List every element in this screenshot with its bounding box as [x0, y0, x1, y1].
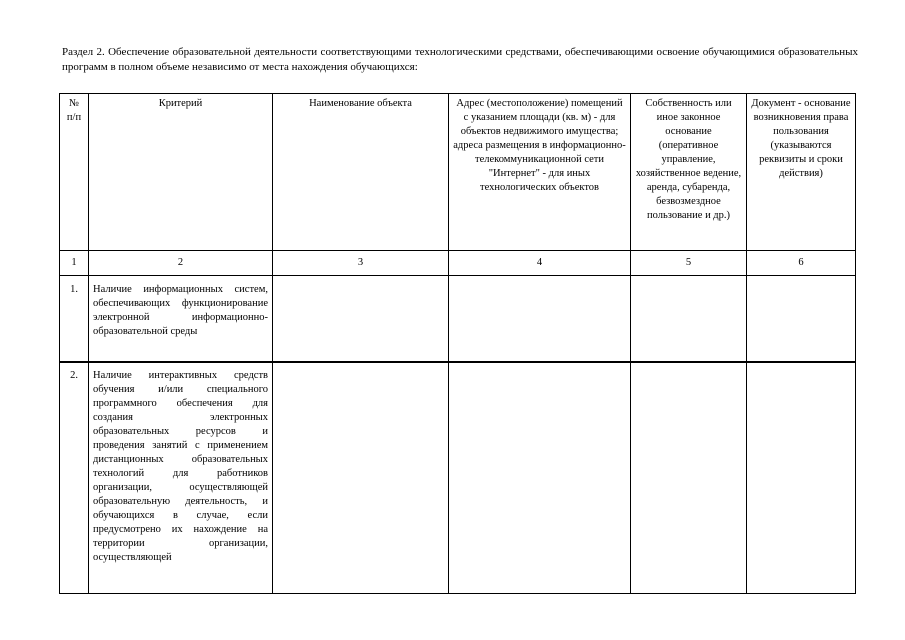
column-number: 2 [89, 251, 273, 276]
column-number-row [60, 251, 856, 276]
address-cell [449, 362, 631, 594]
column-number: 1 [60, 251, 89, 276]
header-address: Адрес (местоположение) помещений с указанием площади (кв. м) - для объектов недвижимого имущества; адреса размещения в информационно-телекоммуникационной сети "Интернет" - для иных технологических объектов [449, 94, 631, 251]
object-name-cell [273, 362, 449, 594]
row-number: 1. [60, 276, 89, 362]
row-number: 2. [60, 362, 89, 594]
header-object-name: Наименование объекта [273, 94, 449, 251]
table-header-row [60, 94, 856, 251]
column-number: 3 [273, 251, 449, 276]
table-row [60, 362, 856, 594]
document-cell [747, 362, 856, 594]
address-cell [449, 276, 631, 362]
column-number: 6 [747, 251, 856, 276]
criterion-cell: Наличие интерактивных средств обучения и/или специального программного обеспечения для создания электронных образовательных ресурсов и проведения занятий с применением дистанционных образовательных технологий для работников организации, осуществляющей образовательную деятельность, и обучающихся в случае, если предусмотрено их нахождение на территории организации, осуществляющей [89, 362, 273, 594]
column-number: 5 [631, 251, 747, 276]
header-ownership: Собственность или иное законное основание (оперативное управление, хозяйственное ведение, аренда, субаренда, безвозмездное пользование и др.) [631, 94, 747, 251]
object-name-cell [273, 276, 449, 362]
header-document: Документ - основание возникновения права пользования (указываются реквизиты и сроки действия) [747, 94, 856, 251]
header-criterion: Критерий [89, 94, 273, 251]
criterion-cell: Наличие информационных систем, обеспечивающих функционирование электронной информационно-образовательной среды [89, 276, 273, 362]
facilities-table [59, 93, 856, 594]
section-heading: Раздел 2. Обеспечение образовательной деятельности соответствующими технологическими средствами, обеспечивающими освоение обучающимися образовательных программ в полном объеме независимо от места нахождения обучающихся: [62, 46, 858, 73]
column-number: 4 [449, 251, 631, 276]
table-row [60, 276, 856, 362]
ownership-cell [631, 276, 747, 362]
header-number: № п/п [60, 94, 89, 251]
document-cell [747, 276, 856, 362]
ownership-cell [631, 362, 747, 594]
